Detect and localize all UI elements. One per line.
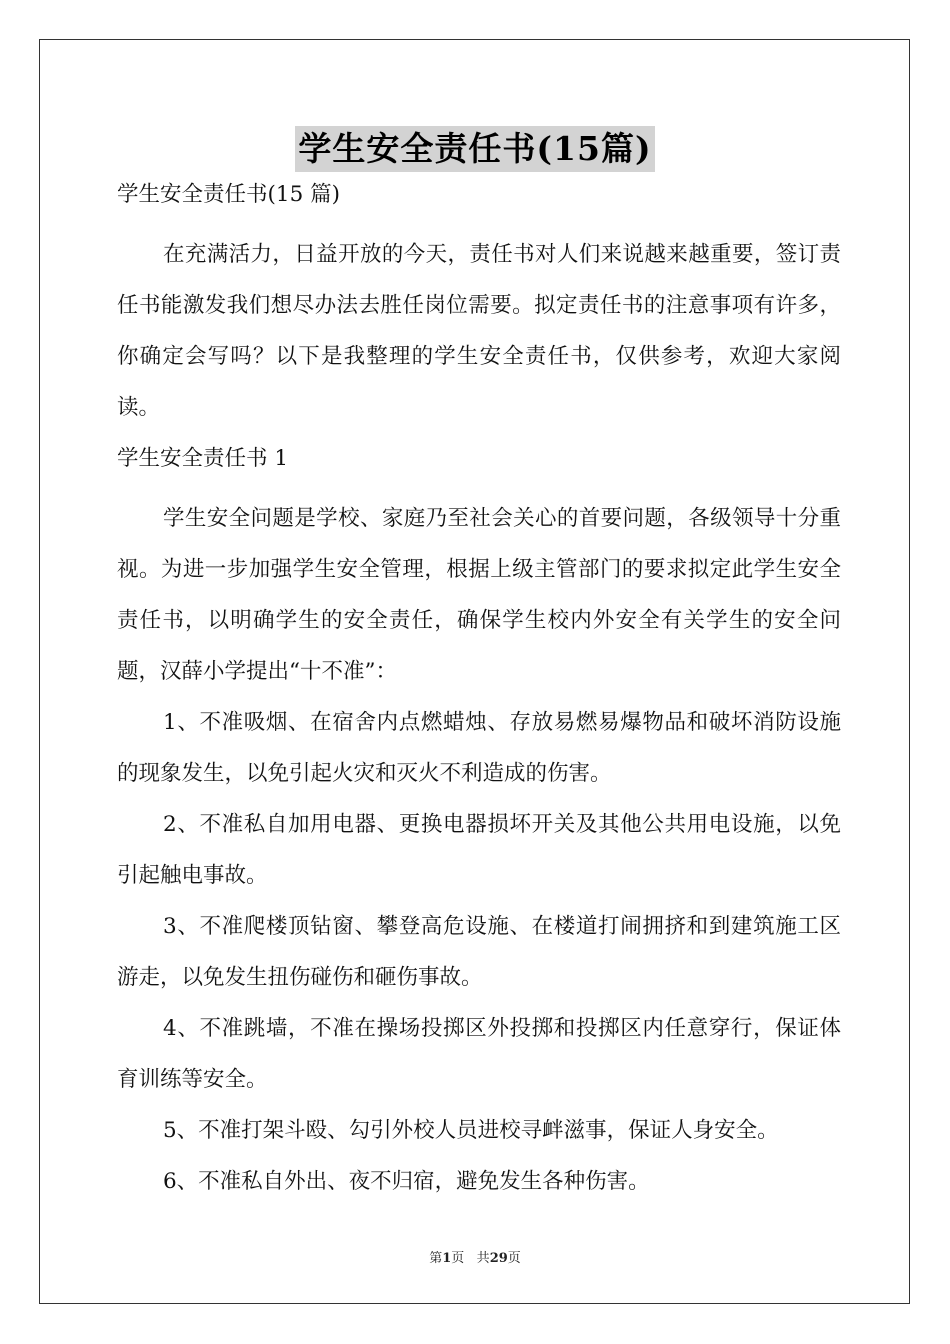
rule-item: 5、不准打架斗殴、勾引外校人员进校寻衅滋事，保证人身安全。 [163, 1118, 779, 1143]
intro-paragraph: 在充满活力，日益开放的今天，责任书对人们来说越来越重要，签订责任书能激发我们想尽办法去胜任岗位需要。拟定责任书的注意事项有许多，你确定会写吗？以下是我整理的学生安全责任书，仅供参考，欢迎大家阅读。 [117, 242, 841, 420]
page-footer [0, 1247, 950, 1266]
rule-item: 1、不准吸烟、在宿舍内点燃蜡烛、存放易燃易爆物品和破坏消防设施的现象发生，以免引起火灾和灭火不利造成的伤害。 [117, 710, 841, 786]
document-subtitle: 学生安全责任书(15 篇) [117, 182, 340, 207]
section-heading: 学生安全责任书 1 [117, 446, 289, 471]
document-title: 学生安全责任书(15篇) [295, 126, 654, 172]
rule-item: 3、不准爬楼顶钻窗、攀登高危设施、在楼道打闹拥挤和到建筑施工区游走，以免发生扭伤碰伤和砸伤事故。 [117, 914, 841, 990]
document-body [117, 178, 841, 1207]
total-pages: 29 [489, 1251, 508, 1266]
page-number: 1 [442, 1251, 452, 1266]
total-prefix: 共 [476, 1251, 490, 1266]
total-suffix: 页 [507, 1251, 521, 1266]
page-prefix: 第 [429, 1251, 443, 1266]
page-suffix: 页 [451, 1251, 465, 1266]
rule-item: 4、不准跳墙，不准在操场投掷区外投掷和投掷区内任意穿行，保证体育训练等安全。 [117, 1016, 841, 1092]
section-intro-paragraph: 学生安全问题是学校、家庭乃至社会关心的首要问题，各级领导十分重视。为进一步加强学生安全管理，根据上级主管部门的要求拟定此学生安全责任书，以明确学生的安全责任，确保学生校内外安全有关学生的安全问题，汉薛小学提出“十不准”： [117, 506, 841, 684]
title-container [0, 126, 950, 172]
rule-item: 6、不准私自外出、夜不归宿，避免发生各种伤害。 [163, 1169, 650, 1194]
rule-item: 2、不准私自加用电器、更换电器损坏开关及其他公共用电设施，以免引起触电事故。 [117, 812, 841, 888]
